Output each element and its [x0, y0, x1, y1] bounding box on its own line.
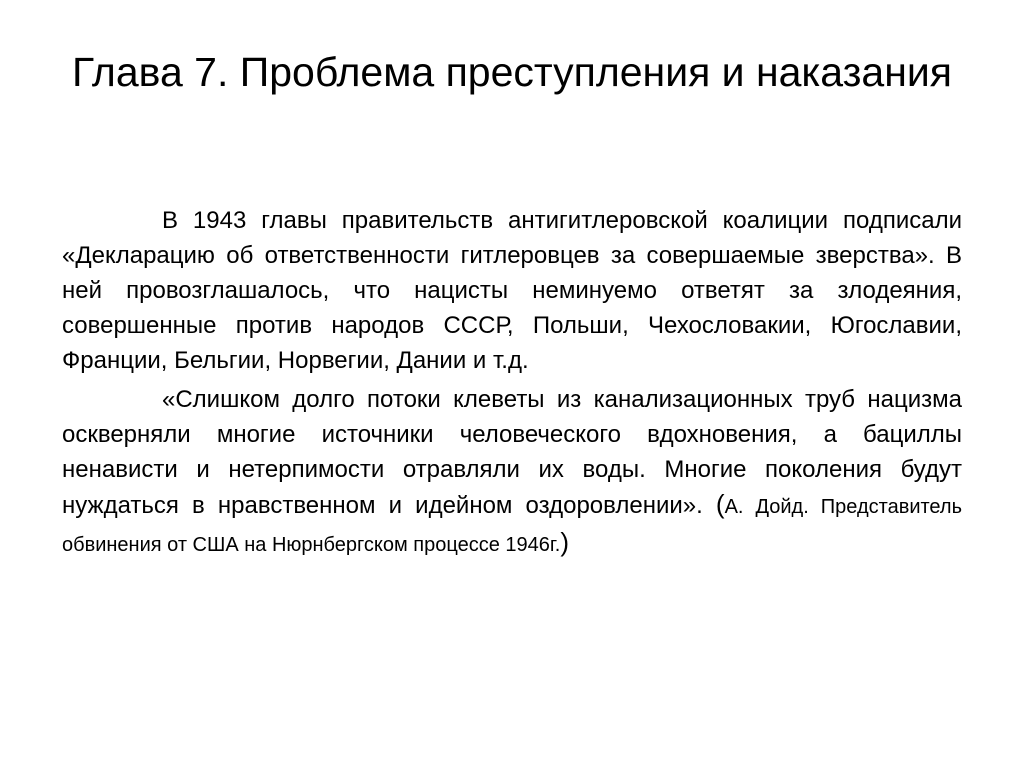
- citation-open-paren: (: [715, 489, 725, 519]
- paragraph-declaration: В 1943 главы правительств антигитлеровской коалиции подписали «Декларацию об ответственности гитлеровцев за совершаемые зверства». В ней провозглашалось, что нацисты неминуемо ответят за злодеяния, совершенные против народов СССР, Польши, Чехословакии, Югославии, Франции, Бельгии, Норвегии, Дании и т.д.: [62, 207, 962, 374]
- citation-text: А. Дойд. Представитель обвинения от США на Нюрнбергском процессе 1946г.: [62, 496, 962, 556]
- paragraph-quote: [62, 382, 962, 563]
- slide-body: [62, 203, 962, 563]
- citation-close-paren: ): [560, 527, 569, 557]
- quote-text: «Слишком долго потоки клеветы из канализационных труб нацизма оскверняли многие источники человеческого вдохновения, а бациллы ненависти и нетерпимости отравляли их воды. Многие поколения будут нуждаться в нравственном и идейном оздоровлении».: [62, 386, 962, 519]
- slide-title: Глава 7. Проблема преступления и наказания: [72, 49, 952, 95]
